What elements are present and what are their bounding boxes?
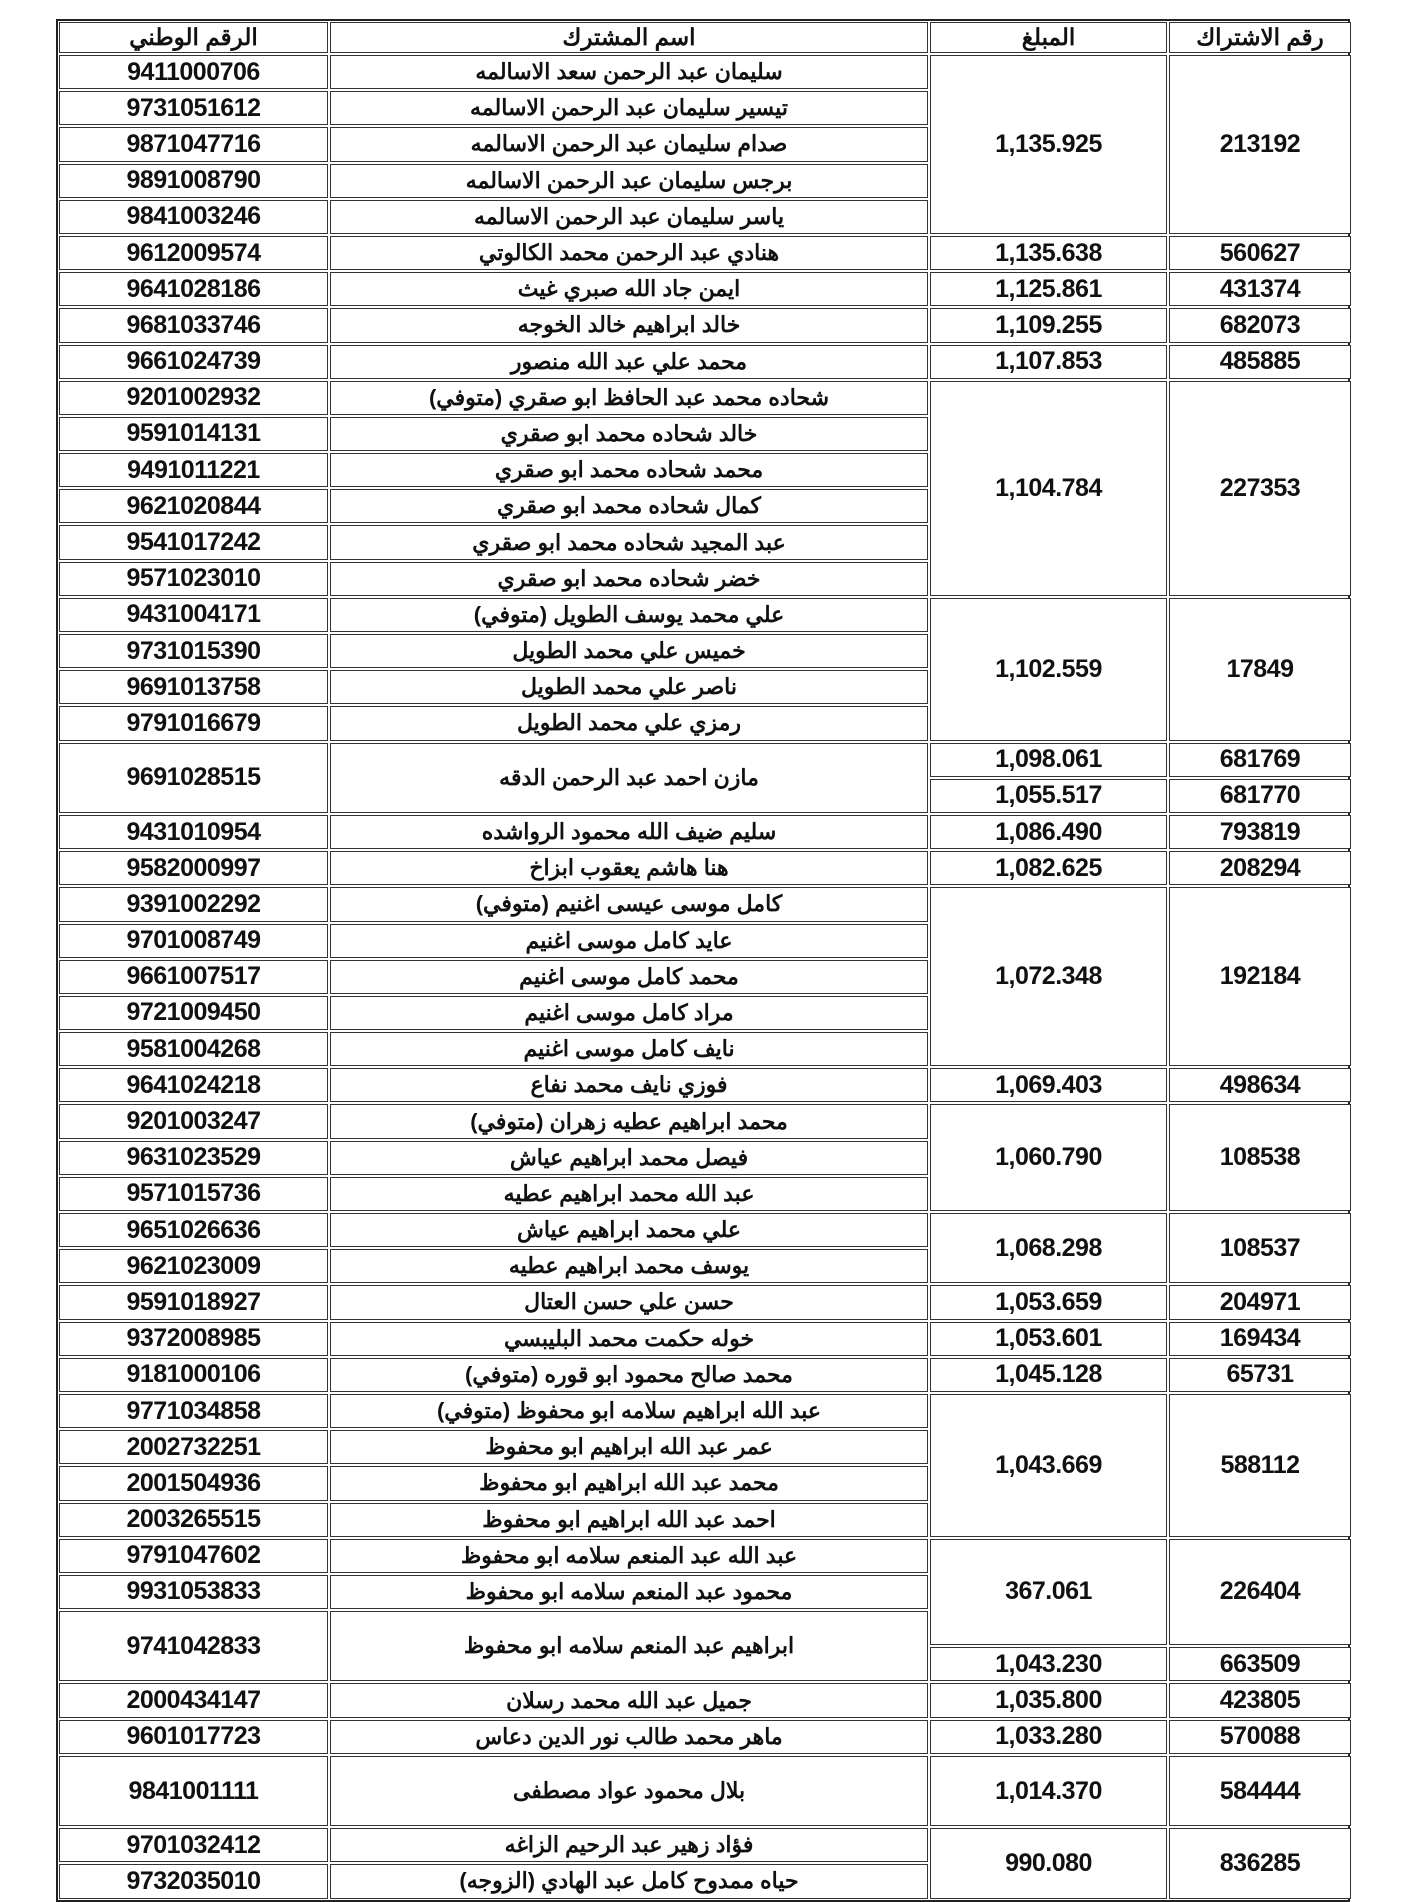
amount-cell: 1,053.659 [930, 1285, 1167, 1319]
national-id-cell: 9841003246 [59, 200, 328, 234]
subscriber-name-cell: مازن احمد عبد الرحمن الدقه [330, 743, 928, 813]
subscriber-name-cell: خميس علي محمد الطويل [330, 634, 928, 668]
amount-cell: 1,033.280 [930, 1720, 1167, 1754]
subscriber-name-cell: احمد عبد الله ابراهيم ابو محفوظ [330, 1503, 928, 1537]
amount-cell: 1,069.403 [930, 1068, 1167, 1102]
amount-cell: 990.080 [930, 1828, 1167, 1898]
national-id-cell: 9741042833 [59, 1611, 328, 1681]
subscriber-name-cell: محمد عبد الله ابراهيم ابو محفوظ [330, 1466, 928, 1500]
subscription-number-cell: 560627 [1169, 236, 1351, 270]
subscriber-name-cell: مراد كامل موسى اغنيم [330, 996, 928, 1030]
national-id-cell: 9641024218 [59, 1068, 328, 1102]
subscription-number-cell: 213192 [1169, 55, 1351, 234]
subscriber-name-cell: ياسر سليمان عبد الرحمن الاسالمه [330, 200, 928, 234]
amount-cell: 1,107.853 [930, 345, 1167, 379]
subscriber-name-cell: خوله حكمت محمد البليبسي [330, 1322, 928, 1356]
subscriber-name-cell: ماهر محمد طالب نور الدين دعاس [330, 1720, 928, 1754]
subscription-number-cell: 431374 [1169, 272, 1351, 306]
subscriber-name-cell: ناصر علي محمد الطويل [330, 670, 928, 704]
subscriber-name-cell: ابراهيم عبد المنعم سلامه ابو محفوظ [330, 1611, 928, 1681]
national-id-cell: 9691028515 [59, 743, 328, 813]
national-id-cell: 9731051612 [59, 91, 328, 125]
subscriber-name-cell: خالد ابراهيم خالد الخوجه [330, 308, 928, 342]
amount-cell: 1,068.298 [930, 1213, 1167, 1283]
national-id-cell: 9721009450 [59, 996, 328, 1030]
subscription-number-cell: 793819 [1169, 815, 1351, 849]
subscription-number-cell: 836285 [1169, 1828, 1351, 1898]
subscriber-name-cell: عبد الله ابراهيم سلامه ابو محفوظ (متوفي) [330, 1394, 928, 1428]
subscriber-name-cell: هنا هاشم يعقوب ابزاخ [330, 851, 928, 885]
amount-cell: 1,035.800 [930, 1683, 1167, 1717]
amount-cell: 1,082.625 [930, 851, 1167, 885]
national-id-cell: 9491011221 [59, 453, 328, 487]
subscriber-name-cell: محمود عبد المنعم سلامه ابو محفوظ [330, 1575, 928, 1609]
subscription-number-cell: 204971 [1169, 1285, 1351, 1319]
subscriber-name-cell: خالد شحاده محمد ابو صقري [330, 417, 928, 451]
subscription-number-cell: 227353 [1169, 381, 1351, 596]
amount-cell: 1,043.669 [930, 1394, 1167, 1537]
amount-cell: 1,043.230 [930, 1647, 1167, 1681]
national-id-cell: 9431004171 [59, 598, 328, 632]
national-id-cell: 9181000106 [59, 1358, 328, 1392]
subscription-number-cell: 681770 [1169, 779, 1351, 813]
subscriber-name-cell: كامل موسى عيسى اغنيم (متوفي) [330, 887, 928, 921]
amount-cell: 1,086.490 [930, 815, 1167, 849]
amount-cell: 1,053.601 [930, 1322, 1167, 1356]
header-name: اسم المشترك [330, 22, 928, 53]
national-id-cell: 9591014131 [59, 417, 328, 451]
subscription-number-cell: 588112 [1169, 1394, 1351, 1537]
subscriber-name-cell: محمد شحاده محمد ابو صقري [330, 453, 928, 487]
subscription-number-cell: 192184 [1169, 887, 1351, 1066]
subscriber-name-cell: رمزي علي محمد الطويل [330, 706, 928, 740]
national-id-cell: 9201002932 [59, 381, 328, 415]
subscription-number-cell: 65731 [1169, 1358, 1351, 1392]
subscriber-name-cell: بلال محمود عواد مصطفى [330, 1756, 928, 1826]
national-id-cell: 9541017242 [59, 525, 328, 559]
subscription-number-cell: 226404 [1169, 1539, 1351, 1646]
national-id-cell: 9571023010 [59, 562, 328, 596]
header-amount: المبلغ [930, 22, 1167, 53]
subscriber-name-cell: صدام سليمان عبد الرحمن الاسالمه [330, 127, 928, 161]
subscriber-name-cell: سليمان عبد الرحمن سعد الاسالمه [330, 55, 928, 89]
amount-cell: 1,098.061 [930, 743, 1167, 777]
subscription-number-cell: 498634 [1169, 1068, 1351, 1102]
national-id-cell: 9891008790 [59, 164, 328, 198]
subscription-number-cell: 584444 [1169, 1756, 1351, 1826]
subscription-number-cell: 108537 [1169, 1213, 1351, 1283]
subscriber-name-cell: علي محمد ابراهيم عياش [330, 1213, 928, 1247]
amount-cell: 367.061 [930, 1539, 1167, 1646]
subscriber-name-cell: علي محمد يوسف الطويل (متوفي) [330, 598, 928, 632]
header-national-id: الرقم الوطني [59, 22, 328, 53]
national-id-cell: 9201003247 [59, 1104, 328, 1138]
national-id-cell: 9791016679 [59, 706, 328, 740]
subscriber-name-cell: فوزي نايف محمد نفاع [330, 1068, 928, 1102]
subscriber-name-cell: عبد الله عبد المنعم سلامه ابو محفوظ [330, 1539, 928, 1573]
national-id-cell: 9701032412 [59, 1828, 328, 1862]
subscriber-name-cell: فؤاد زهير عبد الرحيم الزاغه [330, 1828, 928, 1862]
subscriber-name-cell: سليم ضيف الله محمود الرواشده [330, 815, 928, 849]
national-id-cell: 9601017723 [59, 1720, 328, 1754]
national-id-cell: 9411000706 [59, 55, 328, 89]
national-id-cell: 9582000997 [59, 851, 328, 885]
national-id-cell: 9431010954 [59, 815, 328, 849]
subscriber-name-cell: كمال شحاده محمد ابو صقري [330, 489, 928, 523]
national-id-cell: 2000434147 [59, 1683, 328, 1717]
national-id-cell: 9372008985 [59, 1322, 328, 1356]
subscription-number-cell: 108538 [1169, 1104, 1351, 1211]
national-id-cell: 9661007517 [59, 960, 328, 994]
national-id-cell: 9931053833 [59, 1575, 328, 1609]
national-id-cell: 9681033746 [59, 308, 328, 342]
subscription-number-cell: 208294 [1169, 851, 1351, 885]
national-id-cell: 2003265515 [59, 1503, 328, 1537]
amount-cell: 1,055.517 [930, 779, 1167, 813]
subscriber-name-cell: محمد ابراهيم عطيه زهران (متوفي) [330, 1104, 928, 1138]
subscriber-name-cell: محمد كامل موسى اغنيم [330, 960, 928, 994]
subscriber-name-cell: حياه ممدوح كامل عبد الهادي (الزوجه) [330, 1864, 928, 1898]
national-id-cell: 2002732251 [59, 1430, 328, 1464]
amount-cell: 1,104.784 [930, 381, 1167, 596]
subscribers-table [56, 19, 1350, 1902]
amount-cell: 1,072.348 [930, 887, 1167, 1066]
amount-cell: 1,135.638 [930, 236, 1167, 270]
national-id-cell: 9771034858 [59, 1394, 328, 1428]
subscriber-name-cell: برجس سليمان عبد الرحمن الاسالمه [330, 164, 928, 198]
amount-cell: 1,045.128 [930, 1358, 1167, 1392]
national-id-cell: 9591018927 [59, 1285, 328, 1319]
national-id-cell: 9612009574 [59, 236, 328, 270]
amount-cell: 1,102.559 [930, 598, 1167, 741]
national-id-cell: 2001504936 [59, 1466, 328, 1500]
national-id-cell: 9651026636 [59, 1213, 328, 1247]
national-id-cell: 9391002292 [59, 887, 328, 921]
subscriber-name-cell: حسن علي حسن العتال [330, 1285, 928, 1319]
national-id-cell: 9631023529 [59, 1141, 328, 1175]
subscriber-name-cell: محمد علي عبد الله منصور [330, 345, 928, 379]
subscription-number-cell: 570088 [1169, 1720, 1351, 1754]
subscriber-name-cell: عمر عبد الله ابراهيم ابو محفوظ [330, 1430, 928, 1464]
subscription-number-cell: 423805 [1169, 1683, 1351, 1717]
amount-cell: 1,125.861 [930, 272, 1167, 306]
national-id-cell: 9701008749 [59, 924, 328, 958]
subscription-number-cell: 17849 [1169, 598, 1351, 741]
subscription-number-cell: 663509 [1169, 1647, 1351, 1681]
amount-cell: 1,014.370 [930, 1756, 1167, 1826]
subscriber-name-cell: تيسير سليمان عبد الرحمن الاسالمه [330, 91, 928, 125]
subscription-number-cell: 682073 [1169, 308, 1351, 342]
amount-cell: 1,135.925 [930, 55, 1167, 234]
national-id-cell: 9621020844 [59, 489, 328, 523]
national-id-cell: 9571015736 [59, 1177, 328, 1211]
national-id-cell: 9641028186 [59, 272, 328, 306]
subscriber-name-cell: شحاده محمد عبد الحافظ ابو صقري (متوفي) [330, 381, 928, 415]
subscriber-name-cell: جميل عبد الله محمد رسلان [330, 1683, 928, 1717]
subscription-number-cell: 485885 [1169, 345, 1351, 379]
subscriber-name-cell: نايف كامل موسى اغنيم [330, 1032, 928, 1066]
national-id-cell: 9732035010 [59, 1864, 328, 1898]
national-id-cell: 9621023009 [59, 1249, 328, 1283]
national-id-cell: 9791047602 [59, 1539, 328, 1573]
subscriber-name-cell: خضر شحاده محمد ابو صقري [330, 562, 928, 596]
subscriber-name-cell: هنادي عبد الرحمن محمد الكالوتي [330, 236, 928, 270]
subscriber-name-cell: عايد كامل موسى اغنيم [330, 924, 928, 958]
national-id-cell: 9841001111 [59, 1756, 328, 1826]
subscriber-name-cell: عبد المجيد شحاده محمد ابو صقري [330, 525, 928, 559]
amount-cell: 1,060.790 [930, 1104, 1167, 1211]
national-id-cell: 9661024739 [59, 345, 328, 379]
subscriber-name-cell: ايمن جاد الله صبري غيث [330, 272, 928, 306]
header-subscription: رقم الاشتراك [1169, 22, 1351, 53]
subscriber-name-cell: يوسف محمد ابراهيم عطيه [330, 1249, 928, 1283]
subscription-number-cell: 681769 [1169, 743, 1351, 777]
subscriber-name-cell: محمد صالح محمود ابو قوره (متوفي) [330, 1358, 928, 1392]
amount-cell: 1,109.255 [930, 308, 1167, 342]
national-id-cell: 9871047716 [59, 127, 328, 161]
subscriber-name-cell: عبد الله محمد ابراهيم عطيه [330, 1177, 928, 1211]
national-id-cell: 9731015390 [59, 634, 328, 668]
national-id-cell: 9691013758 [59, 670, 328, 704]
national-id-cell: 9581004268 [59, 1032, 328, 1066]
subscriber-name-cell: فيصل محمد ابراهيم عياش [330, 1141, 928, 1175]
subscription-number-cell: 169434 [1169, 1322, 1351, 1356]
